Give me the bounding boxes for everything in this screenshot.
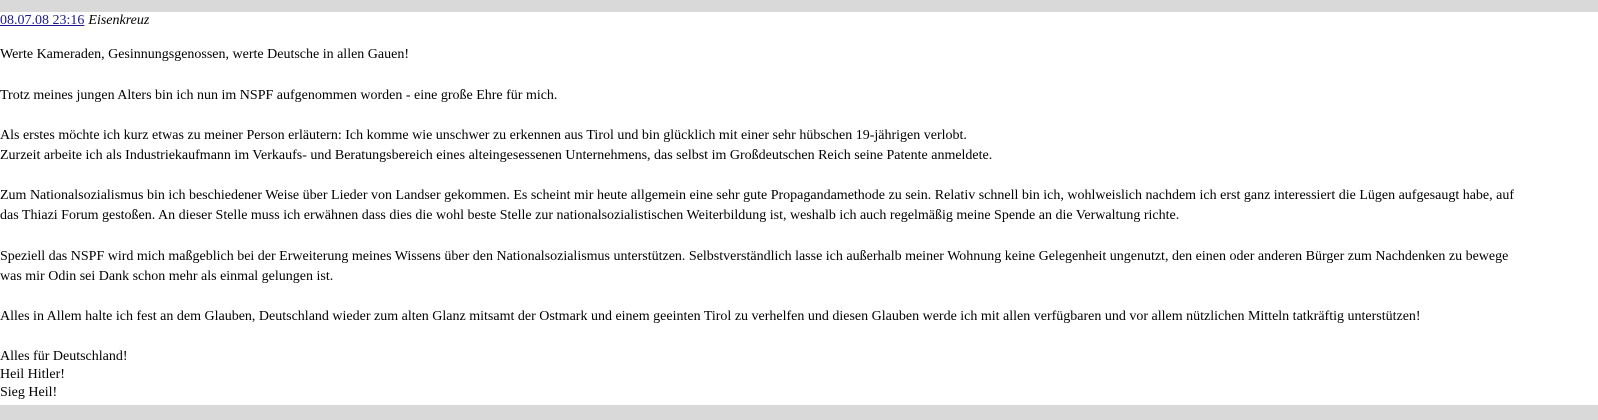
post-timestamp-link[interactable]: 08.07.08 23:16	[0, 13, 85, 28]
post-line-history-1: Zum Nationalsozialismus bin ich beschiedener Weise über Lieder von Landser gekommen. Es scheint mir heute allgemein eine sehr gute Propagandamethode zu sein. Relativ schnell bin ich, wohlweislich nachdem ich erst ganz interessiert die Lügen aufgesaugt habe, auf	[0, 188, 1515, 203]
post-line-belief: Alles in Allem halte ich fest an dem Glauben, Deutschland wieder zum alten Glanz mitsamt der Ostmark und einem geeinten Tirol zu verhelfen und diesen Glauben werde ich mit allen verfügbaren und vor allem nützlichen Mitteln tatkräftig unterstützen!	[0, 309, 1421, 324]
post-author: Eisenkreuz	[88, 13, 150, 28]
bottom-bar	[0, 405, 1598, 420]
post-line-person-2: Zurzeit arbeite ich als Industriekaufmann im Verkaufs- und Beratungsbereich eines alteingesessenen Unternehmens, das selbst im Großdeutschen Reich seine Patente anmeldete.	[0, 148, 993, 163]
post-line-person-1: Als erstes möchte ich kurz etwas zu meiner Person erläutern: Ich komme wie unschwer zu erkennen aus Tirol und bin glücklich mit einer sehr hübschen 19-jährigen verlobt.	[0, 128, 967, 143]
post-line-closing-3: Sieg Heil!	[0, 385, 58, 400]
post-line-nspf-2: was mir Odin sei Dank schon mehr als einmal gelungen ist.	[0, 269, 334, 284]
post-line-nspf-1: Speziell das NSPF wird mich maßgeblich bei der Erweiterung meines Wissens über den Nationalsozialismus unterstützen. Selbstverständlich lasse ich außerhalb meiner Wohnung keine Gelegenheit ungenutzt, den einen oder anderen Bürger zum Nachdenken zu bewege	[0, 249, 1509, 264]
top-bar	[0, 0, 1598, 12]
post-line-intro: Trotz meines jungen Alters bin ich nun im NSPF aufgenommen worden - eine große Ehre für mich.	[0, 88, 558, 103]
post-line-greeting: Werte Kameraden, Gesinnungsgenossen, werte Deutsche in allen Gauen!	[0, 47, 410, 62]
post-line-closing-2: Heil Hitler!	[0, 367, 65, 382]
forum-post	[0, 12, 1598, 405]
post-line-history-2: das Thiazi Forum gestoßen. An dieser Stelle muss ich erwähnen dass dies die wohl beste Stelle zur nationalsozialistischen Weiterbildung ist, weshalb ich auch regelmäßig meine Spende an die Verwaltung richte.	[0, 208, 1180, 223]
post-line-closing-1: Alles für Deutschland!	[0, 349, 128, 364]
post-meta	[0, 12, 149, 30]
